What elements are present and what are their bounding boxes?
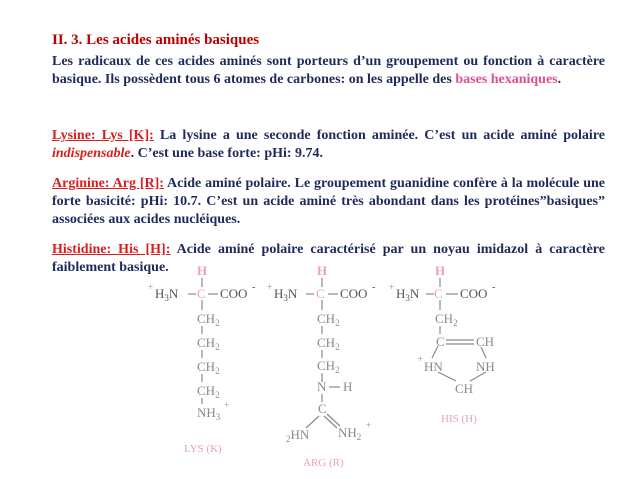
arg-right-n: $NH_2$	[338, 425, 362, 442]
arg-amine: $H_3N$	[274, 286, 298, 303]
arg-coo-charge: -	[372, 282, 376, 293]
arg-c-guanidine: C	[318, 401, 327, 416]
section-title: II. 3. Les acides aminés basiques	[52, 32, 260, 48]
arg-left-n: $_2$HN	[286, 427, 310, 444]
his-ch2: $CH_2$	[435, 311, 458, 328]
lys-amine: $H_3N$	[155, 286, 179, 303]
lys-coo-charge: -	[252, 282, 256, 293]
arginine-label: Arginine: Arg [R]:	[52, 176, 164, 191]
lys-amine-charge: +	[148, 282, 154, 292]
lysine-label: Lysine: Lys [K]:	[52, 128, 154, 143]
his-ring-c: C	[436, 334, 445, 349]
his-ring-ch-top: CH	[476, 334, 495, 349]
histidine-text: Acide aminé polaire caractérisé par un noyau imidazol à caractère faiblement basique.	[52, 242, 605, 275]
arg-n: N	[317, 379, 327, 394]
his-ring-hn: HN	[424, 359, 443, 374]
lys-ch2-1: $CH_2$	[197, 311, 220, 328]
lys-h: H	[197, 263, 208, 278]
arg-nh: H	[343, 379, 353, 394]
lys-nh3-charge: +	[224, 400, 230, 410]
arg-coo: COO	[340, 286, 368, 301]
lys-ch2-4: $CH_2$	[197, 383, 220, 400]
his-h: H	[435, 263, 446, 278]
intro-text: Les radicaux de ces acides aminés sont porteurs d’un groupement ou fonction à caractère basique. Ils possèdent tous 6 atomes de carbones: on les appelle des	[52, 54, 605, 87]
lysine-text-2: . C’est une base forte: pHi: 9.74.	[130, 146, 324, 161]
his-ring-hn-charge: +	[418, 354, 424, 364]
his-coo: COO	[460, 286, 488, 301]
arg-c: C	[316, 286, 325, 301]
lys-c: C	[197, 286, 206, 301]
arg-ch2-1: $CH_2$	[317, 311, 340, 328]
arg-amine-charge: +	[267, 282, 273, 292]
arg-ch2-2: $CH_2$	[317, 335, 340, 352]
his-amine-charge: +	[389, 282, 395, 292]
intro-highlight: bases hexaniques	[455, 72, 558, 87]
his-ring-ch-bottom: CH	[455, 381, 474, 396]
lys-ch2-2: $CH_2$	[197, 335, 220, 352]
lysine-text-1: La lysine a une seconde fonction aminée. C’est un acide aminé polaire	[153, 128, 605, 143]
arg-ch2-3: $CH_2$	[317, 358, 340, 375]
his-amine: $H_3N$	[396, 286, 420, 303]
his-coo-charge: -	[492, 282, 496, 293]
lys-caption: LYS (K)	[184, 443, 222, 455]
arg-right-charge: +	[366, 420, 372, 430]
lysine-emphasis: indispensable	[52, 146, 131, 161]
arg-caption: ARG (R)	[303, 457, 344, 469]
lys-nh3: $NH_3$	[197, 405, 221, 422]
his-c: C	[434, 286, 443, 301]
his-ring-nh: NH	[476, 359, 495, 374]
lys-coo: COO	[220, 286, 248, 301]
intro-end: .	[557, 72, 562, 87]
arginine-text: Acide aminé polaire. Le groupement guanidine confère à la molécule une forte basicité: pHi: 10.7. C’est un acide aminé très abondant dans les protéines”basiques” associées aux acides nucléiques.	[52, 176, 606, 227]
histidine-label: Histidine: His [H]:	[52, 242, 171, 257]
arg-h: H	[317, 263, 328, 278]
his-caption: HIS (H)	[441, 413, 477, 425]
lys-ch2-3: $CH_2$	[197, 359, 220, 376]
